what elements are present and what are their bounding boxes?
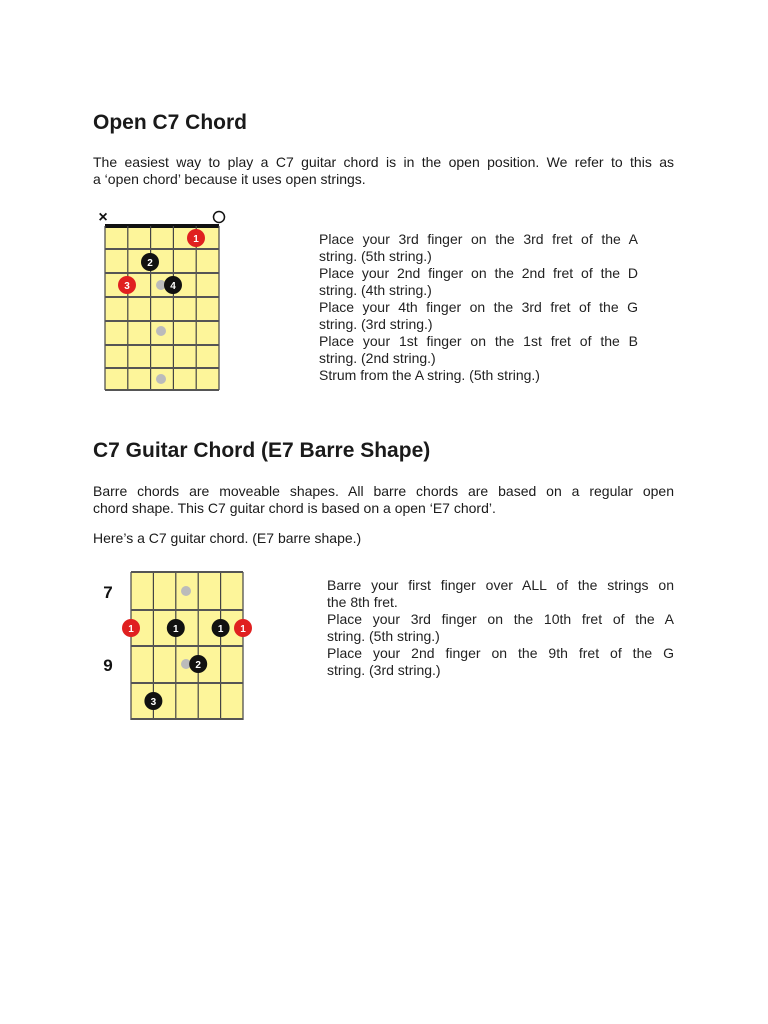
svg-text:4: 4 — [170, 281, 176, 292]
instruction-line: string. (5th string.) — [319, 248, 432, 264]
svg-text:3: 3 — [124, 281, 130, 292]
section-title-c7-barre: C7 Guitar Chord (E7 Barre Shape) — [93, 439, 431, 462]
finger-2 — [189, 655, 207, 673]
finger-1 — [187, 229, 205, 247]
barre-finger-b — [212, 619, 230, 637]
fret-number-9: 9 — [103, 656, 113, 675]
finger-3 — [144, 692, 162, 710]
instruction-line: string. (3rd string.) — [319, 316, 433, 332]
instruction-line: Place your 1st finger on the 1st fret of the B — [319, 333, 638, 349]
intro-line: Barre chords are moveable shapes. All barre chords are based on a regular open — [93, 483, 674, 499]
instruction-line: Place your 2nd finger on the 2nd fret of the D — [319, 265, 638, 281]
instruction-line: string. (4th string.) — [319, 282, 432, 298]
intro-line: The easiest way to play a C7 guitar chord is in the open position. We refer to this as — [93, 154, 674, 170]
instruction-line: string. (3rd string.) — [327, 662, 441, 678]
intro-line: a ‘open chord’ because it uses open strings. — [93, 171, 366, 187]
finger-3 — [118, 276, 136, 294]
instruction-line: Place your 3rd finger on the 10th fret of the A — [327, 611, 674, 627]
svg-text:1: 1 — [128, 624, 134, 635]
barre-finger-low-e — [122, 619, 140, 637]
fret-number-7: 7 — [103, 583, 113, 602]
section-title-open-c7: Open C7 Chord — [93, 111, 248, 134]
instruction-line: Place your 4th finger on the 3rd fret of the G — [319, 299, 638, 315]
svg-text:1: 1 — [217, 624, 224, 635]
instruction-line: Place your 2nd finger on the 9th fret of the G — [327, 645, 674, 661]
instruction-line: Place your 3rd finger on the 3rd fret of the A — [319, 231, 638, 247]
instruction-line: Strum from the A string. (5th string.) — [319, 367, 540, 383]
nut — [105, 224, 219, 228]
intro-line: chord shape. This C7 guitar chord is based on a open ‘E7 chord’. — [93, 500, 496, 516]
finger-4 — [164, 276, 182, 294]
svg-text:1: 1 — [193, 234, 199, 245]
fret-inlay — [156, 326, 166, 336]
fret-inlay — [156, 374, 166, 384]
finger-2 — [141, 253, 159, 271]
instruction-line: string. (5th string.) — [327, 628, 440, 644]
svg-text:1: 1 — [240, 624, 246, 635]
intro-paragraph-1 — [93, 154, 674, 188]
instruction-line: Barre your first finger over ALL of the strings on — [327, 577, 674, 593]
intro-paragraph-2 — [93, 483, 674, 547]
svg-text:2: 2 — [195, 660, 201, 671]
c7-barre-chord-diagram — [93, 562, 268, 724]
intro-line: Here’s a C7 guitar chord. (E7 barre shape.) — [93, 530, 362, 546]
svg-text:2: 2 — [147, 258, 153, 269]
barre-finger-d — [167, 619, 185, 637]
open-c7-instructions — [319, 231, 638, 384]
open-c7-chord-diagram — [93, 205, 233, 397]
svg-text:3: 3 — [150, 697, 157, 708]
instruction-line: the 8th fret. — [327, 594, 398, 610]
muted-string-marker: × — [98, 209, 108, 226]
c7-barre-instructions — [327, 577, 674, 679]
instruction-line: string. (2nd string.) — [319, 350, 436, 366]
fret-inlay — [181, 586, 191, 596]
open-string-marker — [214, 212, 225, 223]
svg-text:1: 1 — [173, 624, 179, 635]
barre-finger-high-e — [234, 619, 252, 637]
